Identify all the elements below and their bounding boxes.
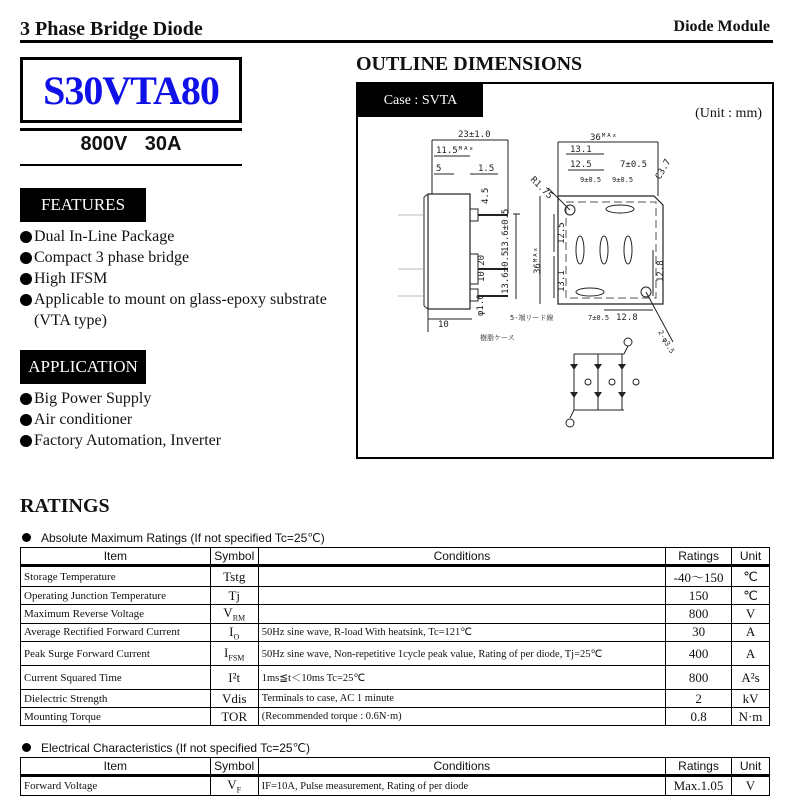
unit-label: (Unit : mm) bbox=[695, 106, 762, 121]
svg-text:樹脂ケース: 樹脂ケース bbox=[480, 334, 515, 342]
svg-text:36ᴹᴬˣ: 36ᴹᴬˣ bbox=[590, 133, 618, 143]
svg-text:13.6±0.5: 13.6±0.5 bbox=[501, 250, 511, 294]
electrical-characteristics-caption: Electrical Characteristics (If not specified Tc=25℃) bbox=[22, 741, 310, 755]
features-heading: FEATURES bbox=[20, 188, 146, 222]
case-label: Case : SVTA bbox=[358, 84, 483, 117]
feature-item: High IFSM bbox=[20, 268, 327, 289]
column-header-ratings: Ratings bbox=[666, 758, 732, 776]
absolute-ratings-table bbox=[20, 547, 770, 726]
part-number: S30VTA80 bbox=[43, 67, 219, 113]
column-header-symbol: Symbol bbox=[210, 758, 258, 776]
svg-text:9±0.5: 9±0.5 bbox=[612, 176, 634, 184]
bullet-icon bbox=[22, 743, 31, 752]
svg-text:12.8: 12.8 bbox=[656, 260, 666, 282]
bullet-icon bbox=[20, 294, 32, 306]
table-row: Forward Voltage $V_F$ IF=10A, Pulse measurement, Rating of per diode Max.1.05 V bbox=[21, 776, 770, 796]
svg-text:4.5: 4.5 bbox=[481, 187, 491, 204]
application-item: Big Power Supply bbox=[20, 388, 221, 409]
bullet-icon bbox=[20, 393, 32, 405]
ratings-heading: RATINGS bbox=[20, 495, 110, 517]
svg-text:9±0.5: 9±0.5 bbox=[580, 176, 602, 184]
absolute-ratings-caption: Absolute Maximum Ratings (If not specified Tc=25℃) bbox=[22, 531, 325, 545]
application-item: Factory Automation, Inverter bbox=[20, 430, 221, 451]
svg-text:12.5: 12.5 bbox=[570, 160, 592, 170]
features-list bbox=[20, 226, 327, 331]
svg-text:11.5ᴹᴬˣ: 11.5ᴹᴬˣ bbox=[436, 146, 474, 156]
svg-text:12.8: 12.8 bbox=[616, 313, 638, 323]
application-item: Air conditioner bbox=[20, 409, 221, 430]
svg-text:12.5: 12.5 bbox=[557, 222, 567, 244]
table-row: Average Rectified Forward Current $I_O$ 50Hz sine wave, R-load With heatsink, Tc=121℃ 30 A bbox=[21, 623, 770, 642]
electrical-characteristics-table bbox=[20, 757, 770, 796]
part-number-box bbox=[20, 57, 242, 123]
table-row: Dielectric Strength Vdis Terminals to case, AC 1 minute 2 kV bbox=[21, 690, 770, 708]
column-header-item: Item bbox=[21, 548, 211, 566]
column-header-item: Item bbox=[21, 758, 211, 776]
application-list bbox=[20, 388, 221, 451]
svg-text:1.5: 1.5 bbox=[478, 164, 495, 174]
outline-heading: OUTLINE DIMENSIONS bbox=[356, 53, 583, 75]
spec-divider-top bbox=[20, 128, 242, 131]
bullet-icon bbox=[20, 231, 32, 243]
svg-text:10: 10 bbox=[438, 320, 449, 330]
bullet-icon bbox=[20, 414, 32, 426]
svg-text:13.6±0.5: 13.6±0.5 bbox=[501, 208, 511, 252]
table-row: Operating Junction Temperature Tj 150 ℃ bbox=[21, 587, 770, 605]
document-title: 3 Phase Bridge Diode bbox=[20, 18, 203, 40]
svg-text:10.20: 10.20 bbox=[477, 254, 487, 282]
svg-text:36ᴹᴬˣ: 36ᴹᴬˣ bbox=[533, 246, 543, 274]
svg-text:7±0.5: 7±0.5 bbox=[588, 314, 610, 322]
column-header-conditions: Conditions bbox=[258, 548, 665, 566]
svg-text:2-φ3.5: 2-φ3.5 bbox=[656, 329, 676, 355]
svg-text:13.1: 13.1 bbox=[557, 270, 567, 292]
table-row: Maximum Reverse Voltage $V_{RM}$ 800 V bbox=[21, 605, 770, 624]
svg-text:23±1.0: 23±1.0 bbox=[458, 130, 491, 140]
outline-drawing bbox=[358, 84, 772, 457]
svg-text:13.1: 13.1 bbox=[570, 145, 592, 155]
column-header-symbol: Symbol bbox=[210, 548, 258, 566]
feature-item: Compact 3 phase bridge bbox=[20, 247, 327, 268]
document-category: Diode Module bbox=[673, 18, 770, 35]
bullet-icon bbox=[20, 435, 32, 447]
voltage-current-spec: 800V 30A bbox=[80, 133, 182, 155]
bridge-circuit-schematic bbox=[566, 338, 639, 427]
table-row: Peak Surge Forward Current $I_{FSM}$ 50Hz sine wave, Non-repetitive 1cycle peak value, Rating of per diode, Tj=25℃ 400 A bbox=[21, 642, 770, 666]
bullet-icon bbox=[20, 273, 32, 285]
table-row: Mounting Torque TOR (Recommended torque : 0.6N·m) 0.8 N·m bbox=[21, 708, 770, 726]
application-heading: APPLICATION bbox=[20, 350, 146, 384]
title-divider bbox=[20, 40, 773, 43]
column-header-unit: Unit bbox=[732, 758, 770, 776]
column-header-unit: Unit bbox=[732, 548, 770, 566]
svg-text:C3.7: C3.7 bbox=[653, 157, 674, 182]
table-row: Storage Temperature Tstg -40～150 ℃ bbox=[21, 566, 770, 587]
feature-item: Applicable to mount on glass-epoxy substrate (VTA type) bbox=[20, 289, 327, 331]
svg-text:φ1.6: φ1.6 bbox=[476, 294, 486, 316]
feature-item: Dual In-Line Package bbox=[20, 226, 327, 247]
column-header-conditions: Conditions bbox=[258, 758, 665, 776]
column-header-ratings: Ratings bbox=[666, 548, 732, 566]
svg-text:5: 5 bbox=[436, 164, 442, 174]
svg-text:7±0.5: 7±0.5 bbox=[620, 160, 648, 170]
outline-drawing-box bbox=[356, 82, 774, 459]
bullet-icon bbox=[20, 252, 32, 264]
table-row: Current Squared Time I²t 1ms≦t＜10ms Tc=25℃ 800 A²s bbox=[21, 666, 770, 690]
table-header-row bbox=[21, 548, 770, 566]
svg-text:R1.75: R1.75 bbox=[527, 175, 555, 202]
spec-divider-bottom bbox=[20, 164, 242, 166]
table-header-row bbox=[21, 758, 770, 776]
svg-text:5-端リード線: 5-端リード線 bbox=[510, 314, 554, 322]
bullet-icon bbox=[22, 533, 31, 542]
